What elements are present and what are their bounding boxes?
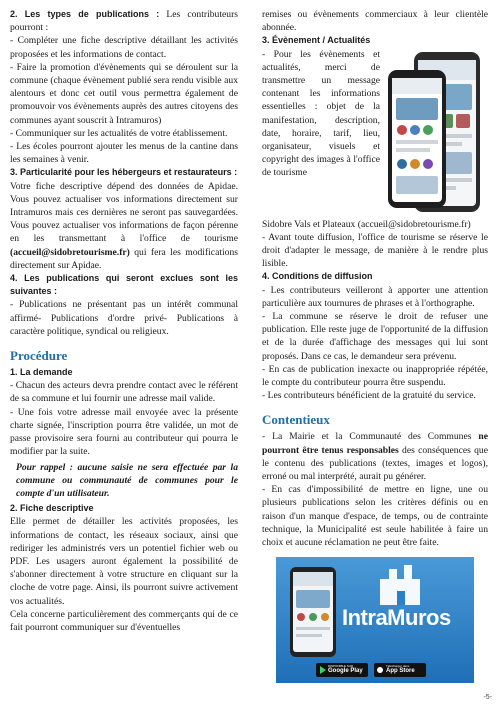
fiche-heading: 2. Fiche descriptive xyxy=(10,503,94,514)
contentieux-paragraph-2: - En cas d'impossibilité de mettre en ligne, une ou plusieurs publications selon les critères définis ou en raison d'un manque d'espace, de temps, ou de contrainte technique, la Municipalité est seule habilitée à faire un choix et aucune réclamation ne peut être faite. xyxy=(262,484,488,549)
intramuros-phones-image xyxy=(384,48,488,216)
exclues-heading: 4. Les publications qui seront exclues sont les suivantes : xyxy=(10,273,238,297)
google-play-badge[interactable] xyxy=(328,664,368,675)
app-store-small: Télécharger dans xyxy=(386,664,410,669)
right-column xyxy=(262,8,488,688)
evenement-heading: 3. Évènement / Actualités xyxy=(262,35,371,46)
contentieux-heading: Contentieux xyxy=(262,412,330,428)
evenement-block xyxy=(262,48,488,218)
demande-paragraph-2: - Une fois votre adresse mail envoyée avec la présente charte signée, l'inscription pourra être validée, un mot de passe provisoire sera fourni au contributeur qui pourra le modifier par la suite. xyxy=(10,406,238,458)
evenement-paragraph-2: - Avant toute diffusion, l'office de tourisme se réserve le droit d'adapter le message, de manière à le rendre plus lisible. xyxy=(262,231,488,270)
intramuros-banner xyxy=(276,557,474,688)
conditions-item-4: - Les contributeurs bénéficient de la gratuité du service. xyxy=(262,390,476,402)
types-intro: Les contributeurs pourront : xyxy=(10,9,239,34)
types-item-1: - Compléter une fiche descriptive détaillant les activités proposées et les informations de contact. xyxy=(10,35,238,60)
fiche-paragraph-2: Cela concerne particulièrement des commerçants qui de ce fait pourront communiquer sur d'éventuelles xyxy=(10,608,238,633)
contentieux-text-before: - La Mairie et la Communauté des Communes xyxy=(262,431,479,443)
contentieux-text-after: des conséquences que le contenu des publications (textes, images et logos), erroné ou mal interprété, aurait pu générer. xyxy=(262,444,488,483)
evenement-paragraph: - Pour les évènements et actualités, merci de transmettre un message contenant les informations essentielles : objet de la manifestation, description, date, horaire, tarif, lieu, organisateur, visuels et copyright des images à l'office de tourisme xyxy=(262,48,380,179)
types-item-2: - Faire la promotion d'évènements qui se déroulent sur la commune (chaque évènement publié sera rendu visible aux alentours et donc cet outil vous permettra également de promouvoir vos évènements auprès des autres citoyens des communes ayant souscrit à Intramuros) xyxy=(10,61,238,126)
left-column xyxy=(10,8,238,634)
contentieux-bold: ne pourront être tenus responsables xyxy=(262,431,488,456)
conditions-item-3: - En cas de publication inexacte ou inappropriée répétée, le compte du contributeur pourra être suspendu. xyxy=(262,363,488,389)
google-play-label: Google Play xyxy=(328,668,363,675)
hebergeurs-heading: 3. Particularité pour les hébergeurs et restaurateurs : xyxy=(10,167,238,178)
fiche-paragraph-1: Elle permet de détailler les activités proposées, les informations de contact, les réseaux sociaux, ainsi que rediriger les administrés vers un potentiel fichier web ou PDF. Les usagers auront également la possibilité de s'abonner directement à votre structure en cliquant sur la cloche de votre page. Ainsi, ils pourront suivre activement vos actualités. xyxy=(10,516,238,607)
free-download-label: Téléchargement gratuit xyxy=(354,682,396,688)
page-number: -5- xyxy=(483,694,492,701)
hebergeurs-paragraph xyxy=(10,180,238,272)
hebergeurs-text-after: qui fera les modifications directement sur Apidae. xyxy=(10,246,238,271)
conditions-item-1: - Les contributeurs veilleront à apporter une attention particulière aux tournures de phrases et à l'orthographe. xyxy=(262,284,488,309)
conditions-item-2: - La commune se réserve le droit de refuser une publication. Elle reste juge de l'opportunité de la diffusion et de la durée d'affichage des messages qui lui sont proposés. Dans ce cas, le demandeur sera prévenu. xyxy=(262,311,488,362)
types-paragraph xyxy=(10,8,238,34)
exclues-paragraph: - Publications ne présentant pas un intérêt communal affirmé- Publications d'ordre privé- Publications à caractère politique, syndical ou religieux. xyxy=(10,299,238,337)
procedure-heading: Procédure xyxy=(10,348,68,364)
conditions-heading: 4. Conditions de diffusion xyxy=(262,271,373,282)
types-heading: 2. Les types de publications : xyxy=(10,9,160,19)
types-item-4: - Les écoles pourront ajouter les menus de la cantine dans les semaines à venir. xyxy=(10,141,238,166)
contentieux-paragraph-1 xyxy=(262,430,488,483)
demande-paragraph-1: - Chacun des acteurs devra prendre contact avec le référent de sa commune et lui fournir une adresse mail valide. xyxy=(10,380,238,405)
types-item-3: - Communiquer sur les actualités de votre établissement. xyxy=(10,127,228,139)
tourism-email: (accueil@sidobretourisme.fr) xyxy=(10,246,130,258)
hebergeurs-text-before: Votre fiche descriptive dépend des données de Apidae. Vous pouvez actualiser vos informations directement sur Intramuros mais ces dernières ne seront pas sauvegardées. Vous pouvez actualiser vos informations de façon pérenne en les transmettant à l'office de tourisme xyxy=(10,180,238,245)
banner-brand: IntraMuros xyxy=(342,605,451,631)
app-store-badge[interactable] xyxy=(386,664,426,675)
app-store-label: App Store xyxy=(386,668,415,675)
google-play-small: DISPONIBLE SUR xyxy=(328,664,354,669)
rappel-note: Pour rappel : aucune saisie ne sera effectuée par la commune ou communauté de communes pour le compte d'un utilisateur. xyxy=(16,461,238,499)
demande-heading: 1. La demande xyxy=(10,367,73,378)
evenement-continued: Sidobre Vals et Plateaux (accueil@sidobretourisme.fr) xyxy=(262,218,471,230)
continued-paragraph: remises ou évènements commerciaux à leur clientèle abonnée. xyxy=(262,9,488,34)
